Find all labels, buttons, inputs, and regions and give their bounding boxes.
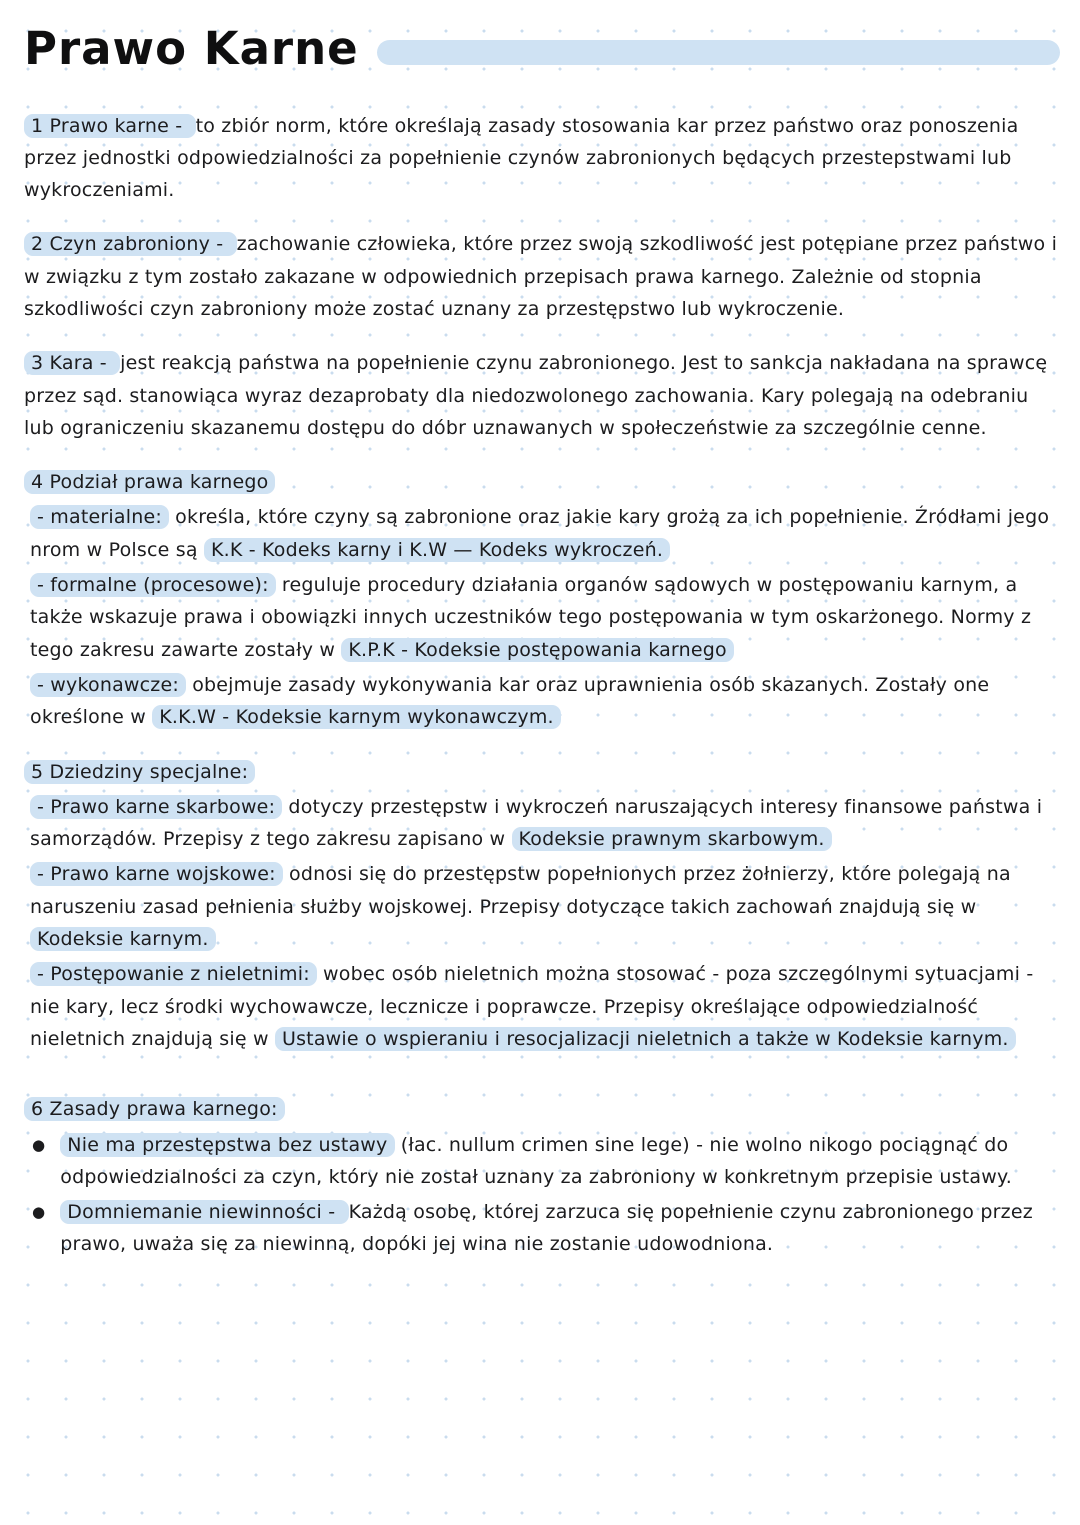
plain-text: to zbiór norm, które określają zasady stosowania kar przez państwo oraz ponoszenia przez jednostki odpowiedzialności za popełnienie czynów zabronionych będących przestepstwami lub wykroczeniami. [24, 114, 1019, 202]
plain-text: dotyczy przestępstw i wykroczeń naruszających interesy finansowe państwa i samorządów. Przepisy z tego zakresu zapisano w [30, 795, 1043, 851]
notes-body [24, 110, 1060, 1261]
title-highlight-bar [377, 40, 1060, 65]
highlighted-text: 1 Prawo karne - [24, 114, 196, 138]
paragraph-content [30, 505, 1049, 561]
highlighted-text: K.K.W - Kodeksie karnym wykonawczym. [152, 705, 561, 729]
highlighted-text: - materialne: [30, 505, 169, 529]
paragraph-content [60, 1196, 1060, 1261]
highlighted-text: - formalne (procesowe): [30, 573, 276, 597]
plain-text: reguluje procedury działania organów sądowych w postępowaniu karnym, a także wskazuje prawa i obowiązki innych uczestników tego postępowania w tym oskarżonego. Normy z tego zakresu zawarte zostały w [30, 574, 1032, 661]
paragraph-content [30, 962, 1033, 1051]
note-section-3 [24, 347, 1060, 444]
paragraph-content [24, 351, 1047, 439]
paragraph-content [30, 862, 1011, 951]
title-row [24, 24, 1060, 74]
highlighted-text: - Prawo karne wojskowe: [30, 862, 283, 886]
note-paragraph [24, 228, 1060, 325]
plain-text: wobec osób nieletnich można stosować - poza szczególnymi sytuacjami - nie kary, lecz środki wychowawcze, lecznicze i poprawcze. Przepisy określające odpowiedzialność nieletnich znajdują się w [30, 963, 1034, 1050]
note-section-6 [24, 1093, 1060, 1260]
bullet-icon: ● [32, 1135, 46, 1154]
plain-text: jest reakcją państwa na popełnienie czynu zabronionego. Jest to sankcja nakładana na sprawcę przez sąd. stanowiąca wyraz dezaprobaty dla niedozwolonego zachowania. Kary polegają na odebraniu lub ograniczeniu skazanemu dostępu do dóbr uznawanych w społeczeństwie za szczególnie cenne. [24, 352, 1048, 439]
bullet-item [24, 1129, 1060, 1194]
note-paragraph [24, 858, 1060, 955]
highlighted-text: 3 Kara - [24, 351, 120, 375]
note-paragraph [24, 958, 1060, 1055]
paragraph-content [24, 470, 275, 494]
page-title: Prawo Karne [24, 22, 359, 75]
note-paragraph [24, 110, 1060, 207]
note-section-5 [24, 756, 1060, 1056]
note-section-2 [24, 228, 1060, 325]
note-paragraph [24, 501, 1060, 566]
note-paragraph [24, 791, 1060, 856]
highlighted-text: Ustawie o wspieraniu i resocjalizacji nieletnich a także w Kodeksie karnym. [275, 1027, 1016, 1051]
highlighted-text: Nie ma przestępstwa bez ustawy [60, 1133, 394, 1157]
note-paragraph [24, 466, 1060, 498]
highlighted-text: - Prawo karne skarbowe: [30, 795, 282, 819]
paragraph-content [60, 1129, 1060, 1194]
paragraph-content [24, 232, 1057, 320]
highlighted-text: Kodeksie karnym. [30, 927, 216, 951]
paragraph-content [30, 795, 1042, 851]
highlighted-text: 6 Zasady prawa karnego: [24, 1097, 285, 1121]
highlighted-text: 4 Podział prawa karnego [24, 470, 275, 494]
note-paragraph [24, 569, 1060, 666]
bullet-item [24, 1196, 1060, 1261]
paragraph-content [30, 673, 989, 729]
highlighted-text: 2 Czyn zabroniony - [24, 232, 237, 256]
highlighted-text: Kodeksie prawnym skarbowym. [512, 827, 832, 851]
note-paragraph [24, 1093, 1060, 1125]
plain-text: obejmuje zasady wykonywania kar oraz uprawnienia osób skazanych. Zostały one określone w [30, 673, 990, 729]
note-section-4 [24, 466, 1060, 733]
highlighted-text: 5 Dziedziny specjalne: [24, 760, 255, 784]
note-paragraph [24, 347, 1060, 444]
highlighted-text: Domniemanie niewinności - [60, 1200, 348, 1224]
paragraph-content [24, 1097, 285, 1121]
highlighted-text: K.P.K - Kodeksie postępowania karnego [341, 638, 733, 662]
highlighted-text: - wykonawcze: [30, 673, 186, 697]
bullet-icon: ● [32, 1203, 46, 1222]
plain-text: Każdą osobę, której zarzuca się popełnienie czynu zabronionego przez prawo, uważa się za niewinną, dopóki jej wina nie zostanie udowodniona. [60, 1201, 1033, 1256]
plain-text: określa, które czyny są zabronione oraz jakie kary grożą za ich popełnienie. Źródłami jego nrom w Polsce są [30, 506, 1050, 561]
paragraph-content [30, 573, 1031, 662]
paragraph-content [24, 114, 1018, 202]
highlighted-text: - Postępowanie z nieletnimi: [30, 962, 317, 986]
plain-text: odnosi się do przestępstw popełnionych przez żołnierzy, które polegają na naruszeniu zasad pełnienia służby wojskowej. Przepisy dotyczące takich zachowań znajdują się w [30, 863, 1011, 918]
paragraph-content [24, 760, 255, 784]
plain-text: (łac. nullum crimen sine lege) - nie wolno nikogo pociągnąć do odpowiedzialności za czyn, który nie został uznany za zabroniony w konkretnym przepisie ustawy. [60, 1133, 1012, 1188]
note-paragraph [24, 756, 1060, 788]
note-section-1 [24, 110, 1060, 207]
plain-text: zachowanie człowieka, które przez swoją szkodliwość jest potępiane przez państwo i w związku z tym zostało zakazane w odpowiednich przepisach prawa karnego. Zależnie od stopnia szkodliwości czyn zabroniony może zostać uznany za przestępstwo lub wykroczenie. [24, 233, 1058, 320]
highlighted-text: K.K - Kodeks karny i K.W — Kodeks wykroczeń. [204, 538, 670, 562]
note-paragraph [24, 669, 1060, 734]
